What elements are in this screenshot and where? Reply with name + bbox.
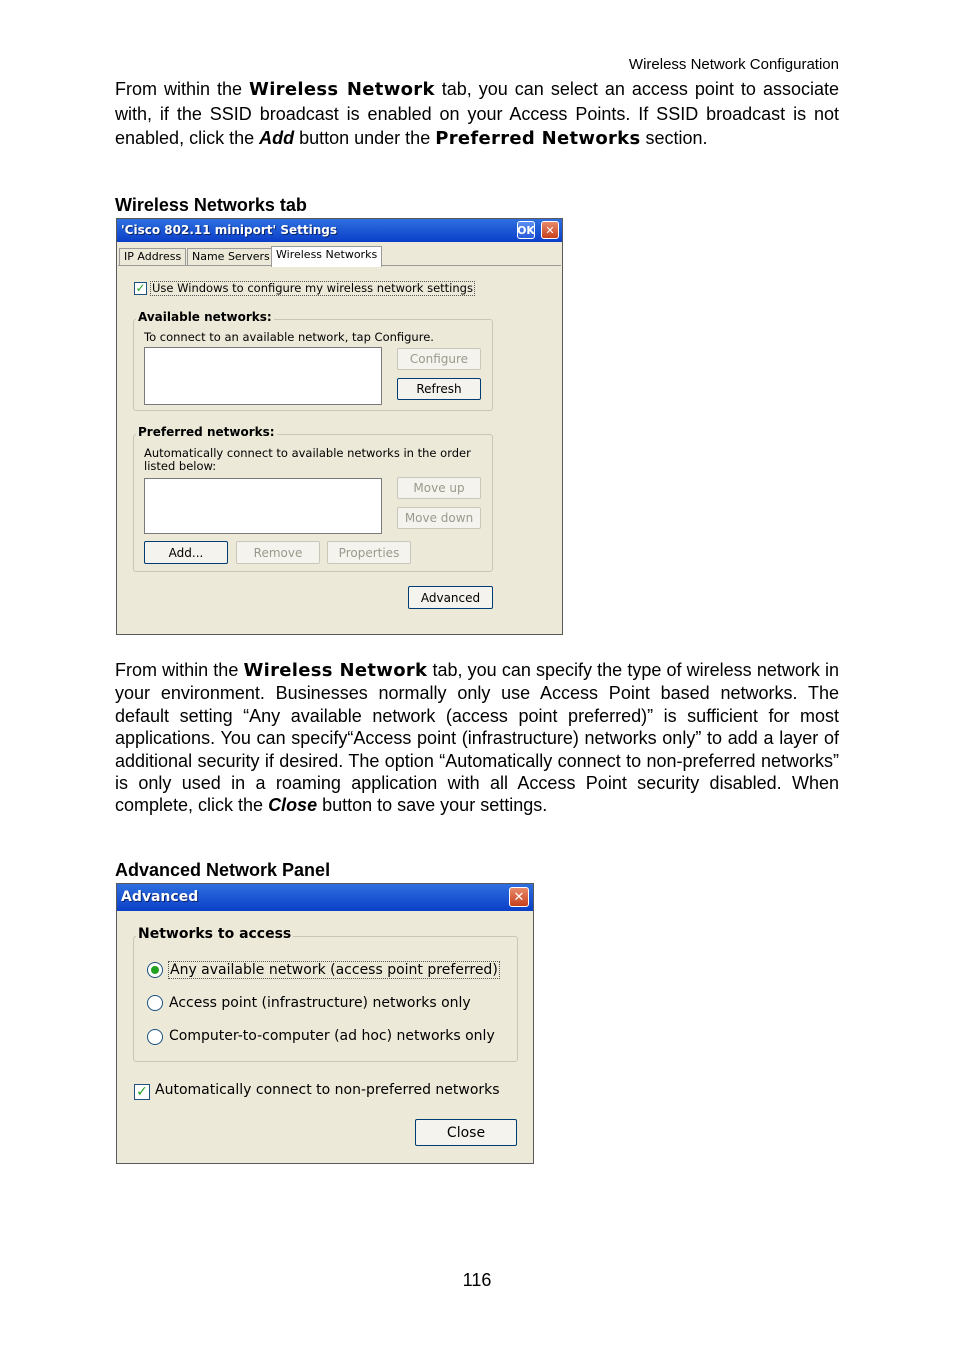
move-down-button[interactable]: Move down xyxy=(397,507,481,529)
tab-name-servers[interactable]: Name Servers xyxy=(187,248,275,265)
use-windows-label[interactable]: Use Windows to configure my wireless network settings xyxy=(152,281,473,295)
close-button[interactable]: Close xyxy=(415,1119,517,1146)
available-hint: To connect to an available network, tap Configure. xyxy=(144,330,434,344)
auto-connect-checkbox[interactable]: ✓ xyxy=(134,1084,150,1100)
intro-paragraph: From within the Wireless Network tab, you can select an access point to associate with, if the SSID broadcast is enabled on your Access Points. If SSID broadcast is not enabled, click the Add button under the Preferred Networks section. xyxy=(115,79,839,149)
advanced-paragraph: From within the Wireless Network tab, you can specify the type of wireless network in your environment. Businesses normally only use Access Point based networks. The default setting “Any available network (access point preferred)” is sufficient for most applications. You can specify“Access point (infrastructure) networks only” to add a layer of additional security if desired. The option “Automatically connect to non-preferred networks” is only used in a roaming application with all Access Point security disabled. When complete, click the Close button to save your settings. xyxy=(115,660,840,816)
any-network-label[interactable]: Any available network (access point preferred) xyxy=(170,962,498,978)
advanced-dialog xyxy=(116,883,534,1164)
running-header: Wireless Network Configuration xyxy=(628,56,839,73)
auto-connect-label[interactable]: Automatically connect to non-preferred networks xyxy=(155,1082,500,1098)
tab-wireless-networks[interactable]: Wireless Networks xyxy=(271,246,382,267)
preferred-hint: Automatically connect to available networks in the order listed below: xyxy=(144,446,471,473)
advanced-title: Advanced xyxy=(121,889,199,905)
figure-caption-advanced-panel: Advanced Network Panel xyxy=(115,860,331,880)
move-up-button[interactable]: Move up xyxy=(397,477,481,499)
settings-titlebar xyxy=(117,219,562,242)
available-networks-label: Available networks: xyxy=(138,310,272,324)
preferred-networks-label: Preferred networks: xyxy=(138,425,275,439)
available-networks-list[interactable] xyxy=(144,347,382,405)
networks-to-access-label: Networks to access xyxy=(138,926,292,942)
access-point-radio[interactable] xyxy=(147,995,163,1011)
advanced-button[interactable]: Advanced xyxy=(408,586,493,609)
page-number: 116 xyxy=(462,1270,492,1290)
refresh-button[interactable]: Refresh xyxy=(397,378,481,400)
close-icon[interactable]: ✕ xyxy=(541,221,559,239)
close-icon[interactable]: ✕ xyxy=(509,887,529,907)
any-network-radio[interactable] xyxy=(147,962,163,978)
properties-button[interactable]: Properties xyxy=(327,541,411,564)
add-button[interactable]: Add... xyxy=(144,541,228,564)
remove-button[interactable]: Remove xyxy=(236,541,320,564)
settings-dialog xyxy=(116,218,563,635)
preferred-networks-list[interactable] xyxy=(144,478,382,534)
use-windows-checkbox[interactable]: ✓ xyxy=(135,281,146,295)
ad-hoc-radio[interactable] xyxy=(147,1029,163,1045)
advanced-titlebar xyxy=(117,884,533,911)
tab-ip-address[interactable]: IP Address xyxy=(119,248,186,265)
settings-title: 'Cisco 802.11 miniport' Settings xyxy=(121,223,338,237)
access-point-label[interactable]: Access point (infrastructure) networks only xyxy=(169,995,471,1011)
ad-hoc-label[interactable]: Computer-to-computer (ad hoc) networks only xyxy=(169,1028,495,1044)
ok-button[interactable]: OK xyxy=(517,221,535,239)
configure-button[interactable]: Configure xyxy=(397,348,481,370)
figure-caption-wireless-tab: Wireless Networks tab xyxy=(115,195,307,215)
